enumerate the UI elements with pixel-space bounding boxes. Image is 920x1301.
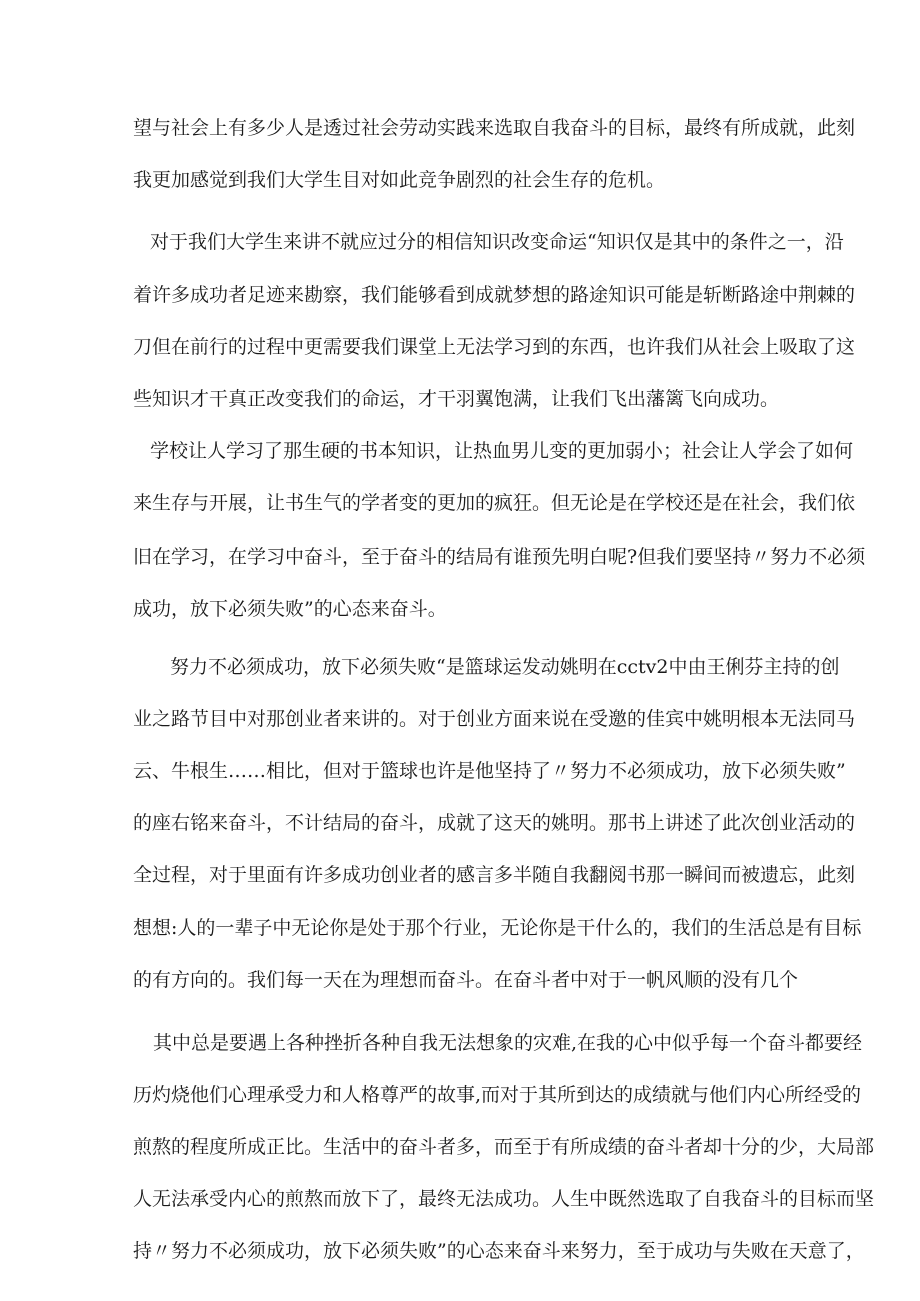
text-line: 持〃努力不必须成功，放下必须失败”的心态来奋斗来努力，至于成功与失败在天意了， — [133, 1240, 865, 1262]
text-line: 着许多成功者足迹来勘察，我们能够看到成就梦想的路途知识可能是斩断路途中荆棘的 — [133, 284, 856, 306]
text-line: 成功，放下必须失败”的心态来奋斗。 — [133, 598, 447, 620]
text-line: 我更加感觉到我们大学生目对如此竞争剧烈的社会生存的危机。 — [133, 169, 666, 191]
text-line: 全过程，对于里面有许多成功创业者的感言多半随自我翻阅书那一瞬间而被遗忘，此刻 — [133, 864, 856, 886]
text-line: 努力不必须成功，放下必须失败“是篮球运发动姚明在cctv2中由王俐芬主持的创 — [170, 656, 840, 678]
text-line: 的有方向的。我们每一天在为理想而奋斗。在奋斗者中对于一帆风顺的没有几个 — [133, 969, 799, 991]
text-line: 业之路节目中对那创业者来讲的。对于创业方面来说在受邀的佳宾中姚明根本无法同马 — [133, 708, 856, 730]
text-line: 些知识才干真正改变我们的命运，才干羽翼饱满，让我们飞出藩篱飞向成功。 — [133, 388, 780, 410]
text-line: 的座右铭来奋斗，不计结局的奋斗，成就了这天的姚明。那书上讲述了此次创业活动的 — [133, 812, 856, 834]
text-line: 来生存与开展，让书生气的学者变的更加的疯狂。但无论是在学校还是在社会，我们依 — [133, 492, 856, 514]
text-line: 刀但在前行的过程中更需要我们课堂上无法学习到的东西，也许我们从社会上吸取了这 — [133, 336, 856, 358]
text-line: 云、牛根生……相比，但对于篮球也许是他坚持了〃努力不必须成功，放下必须失败” — [133, 760, 846, 782]
text-line: 煎熬的程度所成正比。生活中的奋斗者多，而至于有所成绩的奋斗者却十分的少，大局部 — [133, 1136, 875, 1158]
text-line: 人无法承受内心的煎熬而放下了，最终无法成功。人生中既然选取了自我奋斗的目标而坚 — [133, 1188, 875, 1210]
text-line: 想想:人的一辈子中无论你是处于那个行业，无论你是干什么的，我们的生活总是有目标 — [133, 917, 862, 939]
text-line: 对于我们大学生来讲不就应过分的相信知识改变命运“知识仅是其中的条件之一，沿 — [150, 231, 844, 253]
text-line: 旧在学习，在学习中奋斗，至于奋斗的结局有谁预先明白呢?但我们要坚持〃努力不必须 — [133, 546, 866, 568]
text-line: 望与社会上有多少人是透过社会劳动实践来选取自我奋斗的目标，最终有所成就，此刻 — [133, 117, 856, 139]
text-line: 学校让人学习了那生硬的书本知识，让热血男儿变的更加弱小；社会让人学会了如何 — [150, 440, 854, 462]
text-line: 历灼烧他们心理承受力和人格尊严的故事,而对于其所到达的成绩就与他们内心所经受的 — [133, 1084, 862, 1106]
text-line: 其中总是要遇上各种挫折各种自我无法想象的灾难,在我的心中似乎每一个奋斗都要经 — [153, 1032, 863, 1054]
